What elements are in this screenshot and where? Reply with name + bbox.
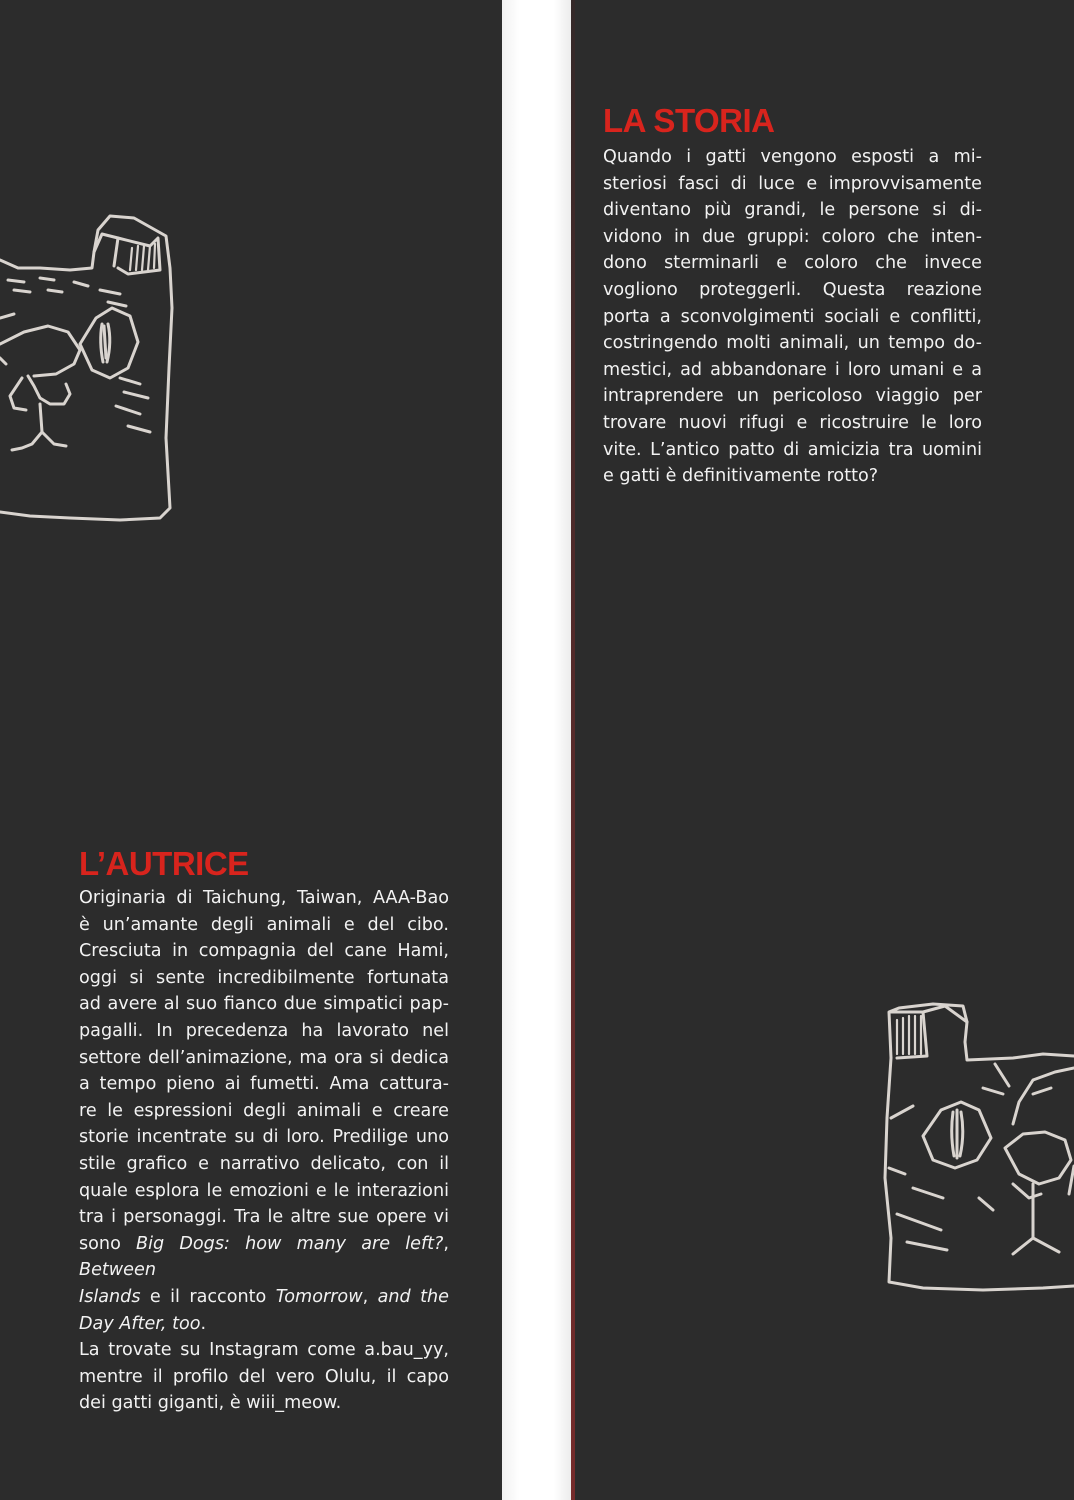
works-line — [79, 1231, 449, 1284]
page-gutter — [502, 0, 571, 1500]
text-line: steriosi fasci di luce e improvvisamente — [603, 173, 982, 194]
author-heading: L’AUTRICE — [79, 845, 249, 882]
work-title: Big Dogs: how many are left? — [136, 1233, 444, 1254]
cat-face-icon — [0, 208, 175, 526]
works-line — [79, 1311, 449, 1338]
text-line: mentre il profilo del vero Olulu, il capo — [79, 1366, 449, 1387]
text-line: stile grafico e narrativo delicato, con il — [79, 1153, 449, 1174]
text-fragment: , — [443, 1233, 449, 1254]
text-line: porta a sconvolgimenti sociali e conflitti, — [603, 306, 982, 327]
left-page — [0, 0, 502, 1500]
text-line: oggi si sente incredibilmente fortunata — [79, 967, 449, 988]
text-line: e gatti è definitivamente rotto? — [603, 466, 879, 487]
work-title: Between — [79, 1260, 156, 1281]
text-line: vidono in due gruppi: coloro che inten- — [603, 226, 982, 247]
work-title: Tomorrow — [275, 1286, 363, 1307]
text-line: intraprendere un pericoloso viaggio per — [603, 386, 982, 407]
text-fragment: , — [362, 1286, 369, 1307]
story-heading: LA STORIA — [603, 102, 775, 139]
text-line: diventano più grandi, le persone si di- — [603, 200, 982, 221]
text-line: dono sterminarli e coloro che invece — [603, 253, 982, 274]
right-page — [571, 0, 1074, 1500]
text-fragment: e il racconto — [140, 1286, 276, 1307]
text-line: a tempo pieno ai fumetti. Ama cattura- — [79, 1074, 449, 1095]
page-edge-accent — [571, 0, 575, 1500]
text-line: costringendo molti animali, un tempo do- — [603, 333, 982, 354]
text-line: Cresciuta in compagnia del cane Hami, — [79, 941, 449, 962]
text-line: pagalli. In precedenza ha lavorato nel — [79, 1020, 449, 1041]
author-bio — [79, 885, 449, 1417]
text-line: è un’amante degli animali e del cibo. — [79, 914, 449, 935]
work-title: Day After, too — [79, 1313, 201, 1334]
text-line: ad avere al suo fianco due simpatici pap- — [79, 994, 449, 1015]
text-line: storie incentrate su di loro. Predilige uno — [79, 1127, 449, 1148]
text-line: vite. L’antico patto di amicizia tra uomini — [603, 439, 982, 460]
text-line: settore dell’animazione, ma ora si dedica — [79, 1047, 449, 1068]
text-line: mestici, ad abbandonare i loro umani e a — [603, 359, 982, 380]
works-line — [79, 1284, 449, 1311]
text-line: La trovate su Instagram come a.bau_yy, — [79, 1340, 449, 1361]
story-text — [603, 144, 982, 490]
cat-face-icon — [883, 998, 1074, 1298]
text-line: re le espressioni degli animali e creare — [79, 1100, 449, 1121]
text-line: Originaria di Taichung, Taiwan, AAA-Bao — [79, 888, 449, 908]
text-line: quale esplora le emozioni e le interazioni — [79, 1180, 449, 1201]
text-line: trovare nuovi rifugi e ricostruire le loro — [603, 412, 982, 433]
text-fragment: . — [200, 1313, 207, 1334]
text-fragment: sono — [79, 1233, 137, 1254]
work-title: Islands — [79, 1286, 141, 1307]
text-line: Quando i gatti vengono esposti a mi- — [603, 147, 982, 167]
text-line: tra i personaggi. Tra le altre sue opere vi — [79, 1207, 449, 1228]
text-line: dei gatti giganti, è wiii_meow. — [79, 1393, 342, 1414]
text-line: vogliono proteggerli. Questa reazione — [603, 279, 982, 300]
work-title: and the — [368, 1286, 449, 1307]
